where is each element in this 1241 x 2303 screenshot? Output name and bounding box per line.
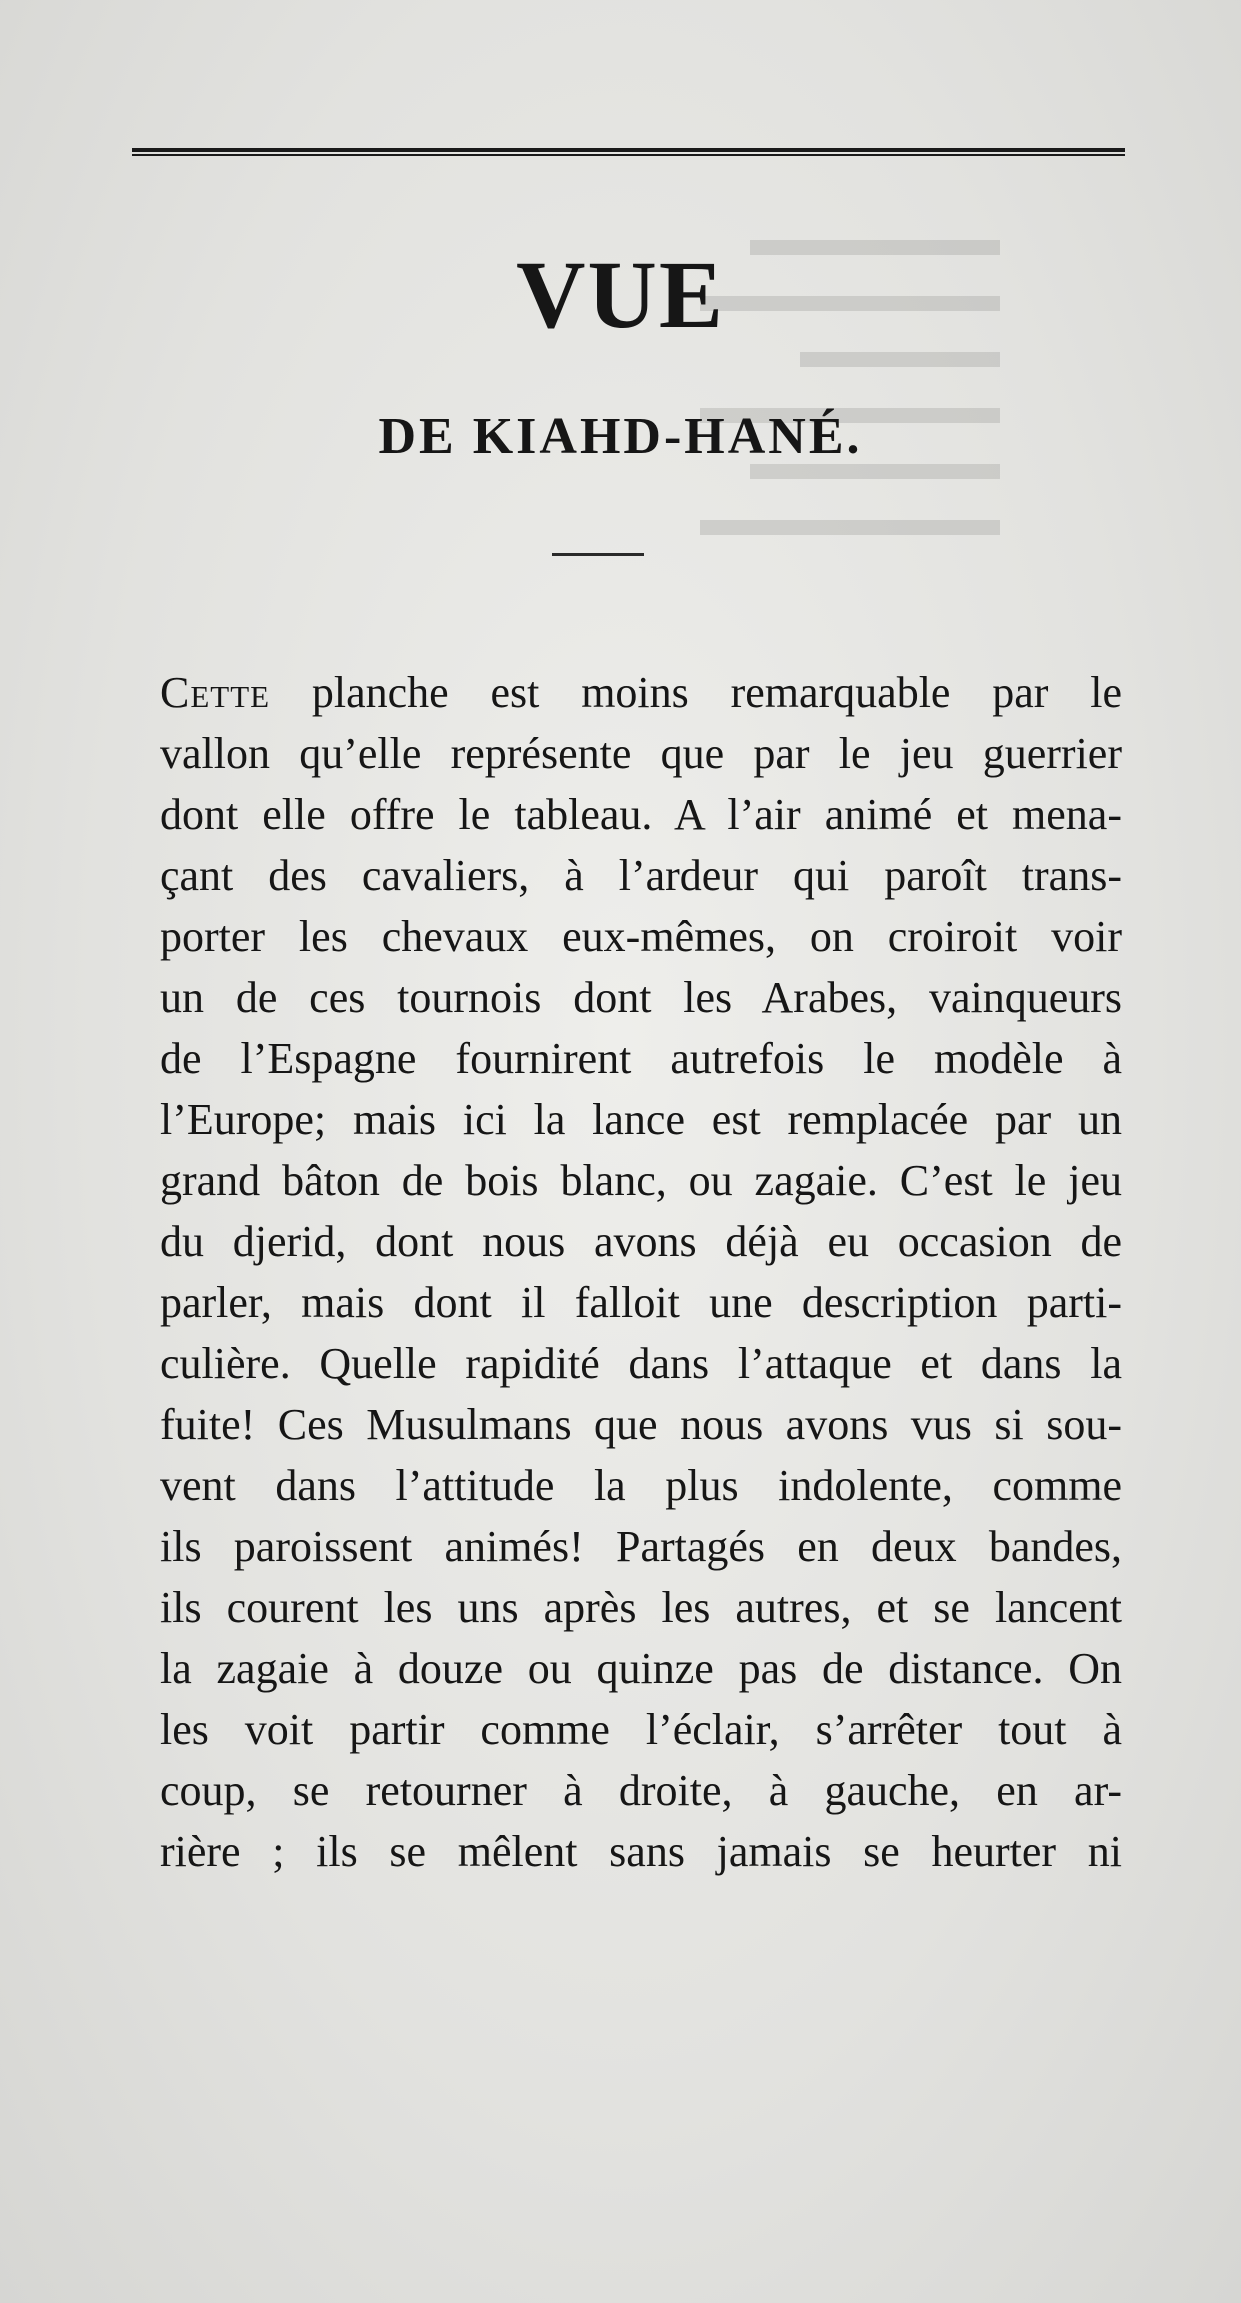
body-text (160, 662, 1122, 1882)
text-line: un de ces tournois dont les Arabes, vainqueurs (160, 973, 1122, 1022)
text-line: fuite! Ces Musulmans que nous avons vus si sou- (160, 1400, 1122, 1449)
text-line: ils paroissent animés! Partagés en deux bandes, (160, 1522, 1122, 1571)
text-line: Cette planche est moins remarquable par le (160, 668, 1122, 717)
text-line: grand bâton de bois blanc, ou zagaie. C’est le jeu (160, 1156, 1122, 1205)
text-line: l’Europe; mais ici la lance est remplacée par un (160, 1095, 1122, 1144)
bleed-through-texture: ▬▬▬▬▬ ▬▬▬▬▬▬ ▬▬▬▬ ▬▬▬▬▬▬ ▬▬▬▬▬ ▬▬▬▬▬▬ (700, 210, 1000, 546)
page-subtitle: DE KIAHD-HANÉ. (378, 408, 863, 465)
text-line: la zagaie à douze ou quinze pas de distance. On (160, 1644, 1122, 1693)
header-double-rule (132, 148, 1125, 156)
page-title: VUE (516, 241, 725, 348)
text-line: porter les chevaux eux-mêmes, on croiroit voir (160, 912, 1122, 961)
text-line: vent dans l’attitude la plus indolente, comme (160, 1461, 1122, 1510)
text-line: çant des cavaliers, à l’ardeur qui paroît trans- (160, 851, 1122, 900)
section-divider (552, 553, 644, 556)
text-line: culière. Quelle rapidité dans l’attaque et dans la (160, 1339, 1122, 1388)
text-line: de l’Espagne fournirent autrefois le modèle à (160, 1034, 1122, 1083)
text-line: dont elle offre le tableau. A l’air animé et mena- (160, 790, 1122, 839)
text-line: rière ; ils se mêlent sans jamais se heurter ni (160, 1827, 1122, 1876)
lead-word: Cette (160, 668, 271, 717)
text-line: du djerid, dont nous avons déjà eu occasion de (160, 1217, 1122, 1266)
text-line: parler, mais dont il falloit une description parti- (160, 1278, 1122, 1327)
text-line: les voit partir comme l’éclair, s’arrêter tout à (160, 1705, 1122, 1754)
text-line: coup, se retourner à droite, à gauche, en ar- (160, 1766, 1122, 1815)
text-line: vallon qu’elle représente que par le jeu guerrier (160, 729, 1122, 778)
text-line: ils courent les uns après les autres, et se lancent (160, 1583, 1122, 1632)
